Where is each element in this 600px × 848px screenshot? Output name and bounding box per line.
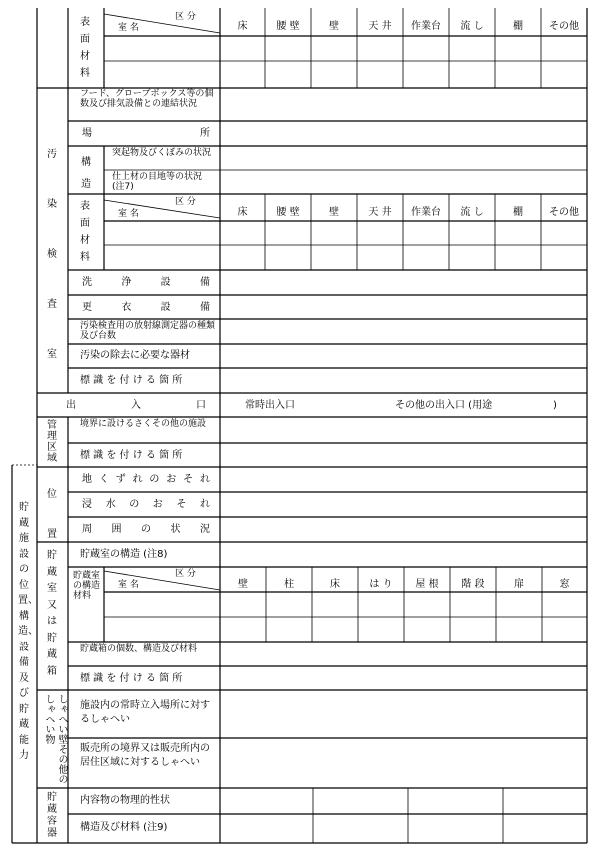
room-structure-label: 貯蔵室の構造 (注8) — [80, 549, 168, 560]
col2-header-other: その他 — [549, 207, 579, 218]
position-side: 位置 — [47, 489, 57, 540]
surroundings-label: 周 囲 の 状 況 — [82, 524, 210, 535]
entrance-other-close: ) — [553, 400, 557, 411]
container-physical-state: 内容物の物理的性状 — [80, 795, 170, 806]
col-header-workbench: 作業台 — [411, 21, 441, 32]
entrance-other: その他の出入口 (用途 — [395, 400, 493, 411]
material-side-label: 表面材料 — [80, 17, 90, 79]
contamination-section-label: 汚染検査室 — [47, 149, 57, 360]
corner-header-top: 区 分 — [175, 12, 196, 22]
corner3-header-bottom: 室 名 — [118, 580, 139, 590]
col2-header-shelf: 棚 — [513, 207, 523, 218]
storage-sign-label: 標 識 を 付 け る 箇 所 — [80, 673, 183, 684]
shield-side: しゃへい壁その他のしゃへい物 — [43, 694, 67, 784]
container-side: 貯蔵容器 — [47, 792, 57, 839]
col-header-shelf: 棚 — [513, 21, 523, 32]
corner-header-bottom: 室 名 — [118, 23, 139, 33]
entrance-regular: 常時出入口 — [245, 400, 295, 411]
room-col-door: 扉 — [514, 579, 524, 590]
room-col-wall: 壁 — [238, 579, 248, 590]
col2-header-wall: 壁 — [329, 207, 339, 218]
flood-label: 浸 水 の お そ れ — [82, 499, 210, 510]
decontamination-materials-label: 汚染の除去に必要な器材 — [80, 350, 190, 361]
room-material-side: 貯蔵室の構造材料 — [73, 571, 101, 601]
corner3-header-top: 区 分 — [175, 569, 196, 579]
col-header-wainscot: 腰 壁 — [276, 21, 300, 32]
storage-room-side: 貯蔵室又は貯蔵箱 — [47, 550, 57, 677]
controlled-area-sign-label: 標 識 を 付 け る 箇 所 — [80, 450, 183, 461]
room-col-roof: 屋 根 — [415, 579, 439, 590]
structure-item-joints: 仕上材の目地等の状況 (注7) — [112, 172, 203, 192]
col2-header-wainscot: 腰 壁 — [276, 207, 300, 218]
corner2-header-bottom: 室 名 — [118, 209, 139, 219]
landslide-label: 地くずれのおそれ — [82, 474, 210, 485]
fence-label: 境界に設けるさくその他の施設 — [80, 419, 207, 429]
structure-item-bumps: 突起物及びくぼみの状況 — [112, 148, 212, 158]
structure-side-label: 構造 — [81, 157, 91, 190]
box-count-label: 貯蔵箱の個数、構造及び材料 — [80, 644, 198, 654]
location-label: 場 所 — [82, 128, 210, 139]
shield-regular-access: 施設内の常時立入場所に対するしゃへい — [80, 700, 210, 725]
col-header-ceiling: 天 井 — [368, 21, 392, 32]
col-header-sink: 流 し — [460, 21, 484, 32]
container-structure: 構造及び材料 (注9) — [80, 822, 168, 833]
shield-boundary: 販売所の境界又は販売所内の居住区域に対するしゃへい — [80, 743, 210, 768]
col-header-other: その他 — [549, 21, 579, 32]
col-header-wall: 壁 — [329, 21, 339, 32]
room-col-beam: は り — [369, 579, 393, 590]
col2-header-sink: 流 し — [460, 207, 484, 218]
storage-main-side: 貯蔵施設の位置、構造、設備及び貯蔵能力 — [18, 502, 38, 761]
room-col-window: 窓 — [559, 579, 570, 590]
room-col-floor: 床 — [330, 579, 340, 590]
col2-header-workbench: 作業台 — [411, 207, 441, 218]
changing-equipment-label: 更 衣 設 備 — [82, 302, 210, 313]
fixture-row-label: フード、グローブボックス等の個数及び排気設備との連結状況 — [80, 89, 214, 109]
col2-header-floor: 床 — [237, 207, 248, 218]
radiation-meter-label: 汚染検査用の放射線測定器の種類及び台数 — [80, 321, 216, 341]
corner2-header-top: 区 分 — [175, 197, 196, 207]
room-col-pillar: 柱 — [284, 579, 294, 590]
controlled-area-side: 管理区域 — [47, 420, 57, 464]
entrance-label: 出 入 口 — [66, 400, 206, 411]
col-header-floor: 床 — [237, 21, 248, 32]
room-col-stairs: 階 段 — [461, 579, 485, 590]
col2-header-ceiling: 天 井 — [368, 207, 392, 218]
washing-equipment-label: 洗 浄 設 備 — [82, 277, 210, 288]
contamination-sign-label: 標 識 を 付 け る 箇 所 — [80, 375, 183, 386]
contamination-material-side: 表面材料 — [80, 201, 90, 263]
